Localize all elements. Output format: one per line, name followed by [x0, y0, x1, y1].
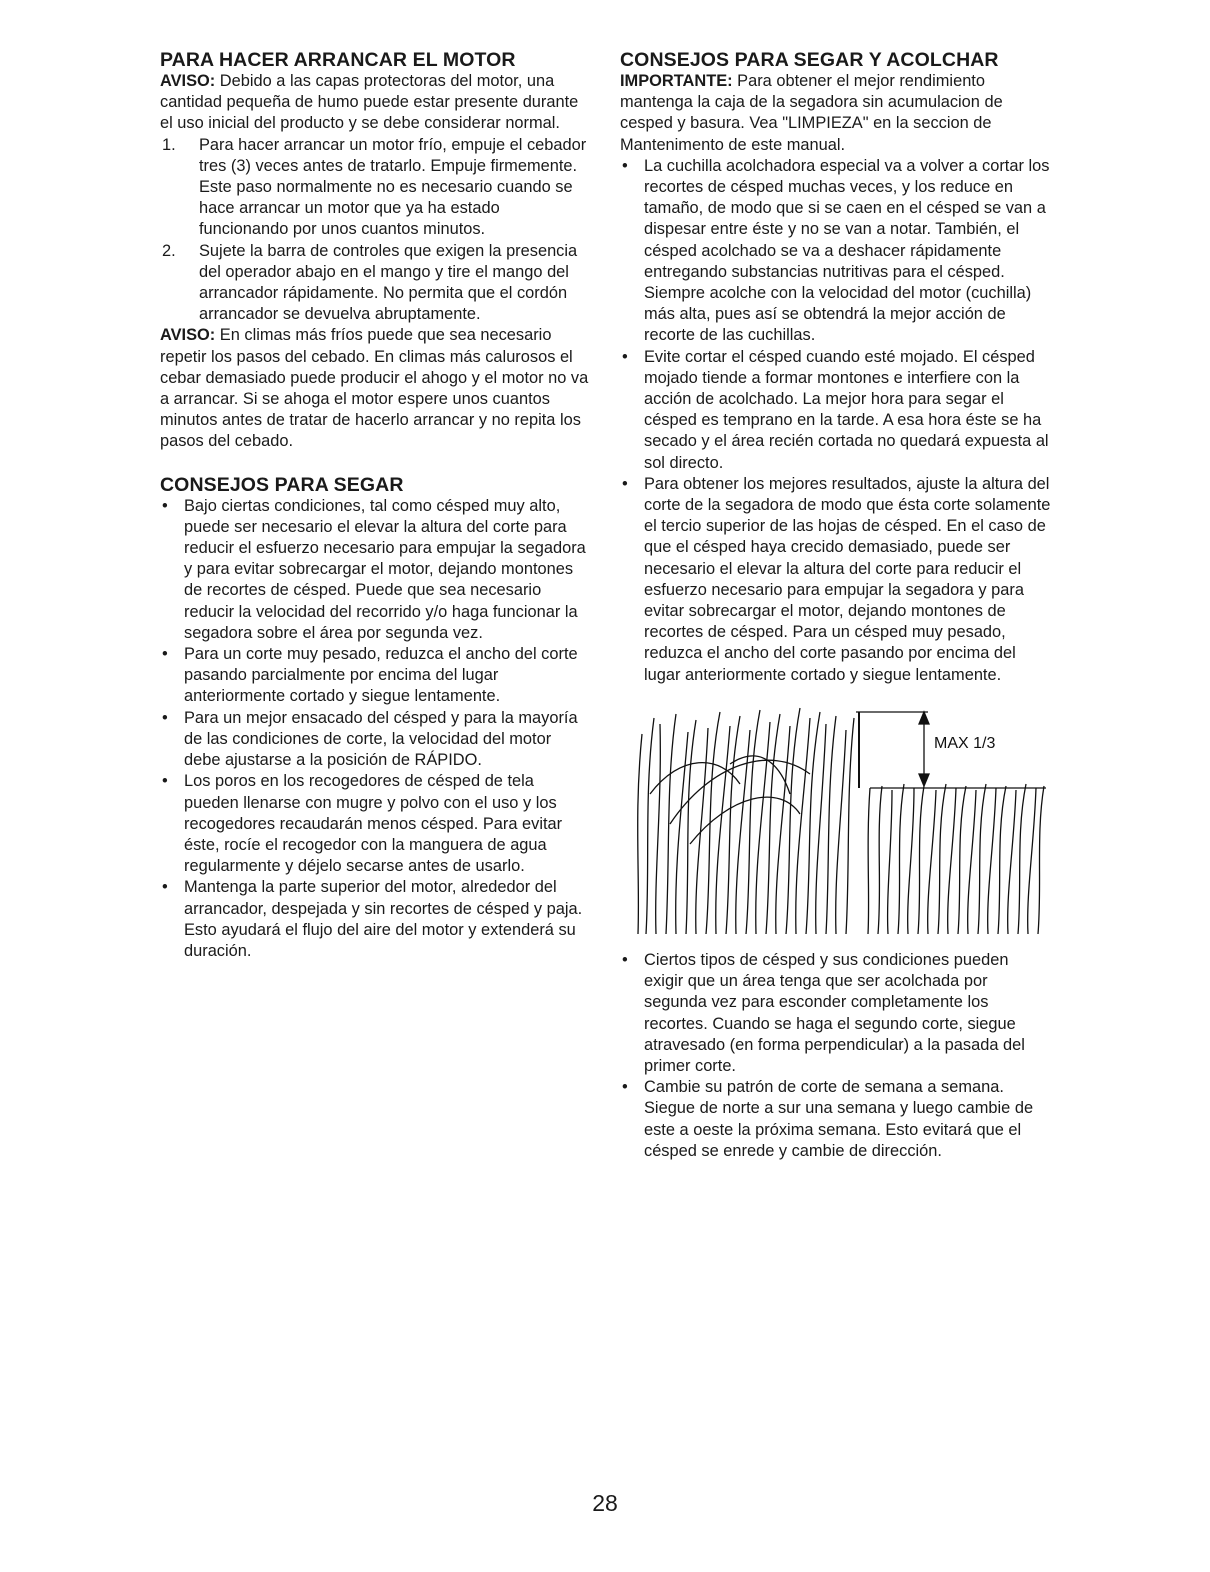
bullet-icon: • [622, 1078, 628, 1097]
mulch-tips-heading: CONSEJOS PARA SEGAR Y ACOLCHAR [620, 49, 999, 71]
page-number: 28 [592, 1490, 618, 1516]
bullet-icon: • [622, 347, 628, 366]
tip-text: Cambie su patrón de corte de semana a semana. Siegue de norte a sur una semana y luego cambie de este a oeste la próxima semana. Esto evitará que el césped se enrede y cambie de dirección. [644, 1078, 1034, 1160]
bullet-icon: • [162, 708, 168, 727]
bullet-icon: • [622, 156, 628, 175]
tip-text: Para un mejor ensacado del césped y para la mayoría de las condiciones de corte, la velocidad del motor debe ajustarse a la posición de RÁPIDO. [184, 708, 578, 770]
tip-text: Ciertos tipos de césped y sus condiciones pueden exigir que un área tenga que ser acolchada por segunda vez para esconder completamente los recortes. Cuando se haga el segundo corte, siegue atravesado (en forma perpendicular) a la pasada del primer corte. [644, 950, 1025, 1075]
aviso-label-2: AVISO: [160, 326, 216, 345]
list-item [160, 771, 592, 877]
tip-text: Para un corte muy pesado, reduzca el ancho del corte pasando parcialmente por encima del lugar anteriormente cortado y siegue lentamente. [184, 645, 578, 706]
step-text: Sujete la barra de controles que exigen la presencia del operador abajo en el mango y tire el mango del arrancador rápidamente. No permita que el cordón arrancador se devuelva abruptamente. [199, 241, 578, 324]
list-item [620, 347, 1052, 474]
tip-text: Mantenga la parte superior del motor, alrededor del arrancador, despejada y sin recortes de césped y paja. Esto ayudará el flujo del aire del motor y extenderá su duración. [184, 878, 583, 960]
importante-label: IMPORTANTE: [620, 72, 733, 90]
spacer [160, 453, 592, 475]
list-item [160, 496, 592, 644]
tip-text: Bajo ciertas condiciones, tal como césped muy alto, puede ser necesario el elevar la altura del corte para reducir el esfuerzo necesario para empujar la segadora y para evitar sobrecargar el motor, dejando montones de recortes de césped. Puede que sea necesario reducir la velocidad del recorrido y/o haga funcionar la segadora sobre el área por segunda vez. [184, 496, 586, 642]
start-engine-heading: PARA HACER ARRANCAR EL MOTOR [160, 49, 516, 71]
list-item [620, 950, 1052, 1077]
step-number: 1. [162, 135, 176, 154]
list-item [160, 644, 592, 708]
bullet-icon: • [162, 496, 168, 515]
grass-height-icon [630, 704, 1052, 936]
bullet-icon: • [162, 878, 168, 897]
step-text: Para hacer arrancar un motor frío, empuje el cebador tres (3) veces antes de tratarlo. Empuje firmemente. Este paso normalmente no es necesario cuando se hace arrancar un motor que ya ha estado funcionando por unos cuantos minutos. [199, 135, 587, 239]
left-column [160, 50, 592, 962]
max-label: MAX 1/3 [934, 734, 996, 752]
step-number: 2. [162, 241, 176, 260]
tip-text: Evite cortar el césped cuando esté mojado. El césped mojado tiende a formar montones e interfiere con la acción de acolchado. La mejor hora para segar el césped es temprano en la tarde. A esa hora éste se ha secado y el área recién cortada no quedará expuesta al sol directo. [644, 347, 1049, 472]
right-column [620, 50, 1052, 1162]
tip-text: La cuchilla acolchadora especial va a volver a cortar los recortes de césped muchas veces, y los reduce en tamaño, de modo que si se caen en el césped se van a dispesar entre éste y no se van a notar. También, el césped acolchado se va a deshacer rápidamente entregando substancias nutritivas para el césped. Siempre acolche con la velocidad del motor (cuchilla) más alta, pues así se obtendrá la mejor acción de recorte de las cuchillas. [644, 156, 1050, 345]
importante-text: Para obtener el mejor rendimiento mantenga la caja de la segadora sin acumulacion de cesped y basura. Vea "LIMPIEZA" en la seccion de Mantenimento de este manual. [620, 72, 1003, 154]
start-steps-list [160, 135, 592, 326]
aviso-text-2: En climas más fríos puede que sea necesario repetir los pasos del cebado. En climas más calurosos el cebar demasiado puede producir el ahogo y el motor no va a arrancar. Si se ahoga el motor espere unos cuantos minutos antes de tratar de hacerlo arrancar y no repita los pasos del cebado. [160, 326, 589, 451]
mowing-tips-heading: CONSEJOS PARA SEGAR [160, 473, 404, 496]
aviso-paragraph-2 [160, 325, 592, 452]
list-item [160, 708, 592, 772]
list-item [620, 156, 1052, 347]
bullet-icon: • [622, 474, 628, 493]
aviso-label-1: AVISO: [160, 72, 216, 90]
mowing-tips-list [160, 496, 592, 962]
tip-text: Para obtener los mejores resultados, ajuste la altura del corte de la segadora de modo que ésta corte solamente el tercio superior de las hojas de césped. En el caso de que el césped haya crecido demasiado, puede ser necesario el elevar la altura del corte para reducir el esfuerzo necesario para empujar la segadora y para evitar sobrecargar el motor, dejando montones de recortes de césped. Para un césped muy pesado, reduzca el ancho del corte pasando por encima del lugar anteriormente cortado y siegue lentamente. [644, 474, 1051, 684]
list-item [620, 474, 1052, 686]
more-tips-list [620, 950, 1052, 1162]
aviso-text-1: Debido a las capas protectoras del motor, una cantidad pequeña de humo puede estar presente durante el uso inicial del producto y se debe considerar normal. [160, 72, 579, 133]
list-item [620, 1077, 1052, 1162]
list-item [160, 877, 592, 962]
aviso-paragraph-1 [160, 71, 592, 135]
bullet-icon: • [162, 772, 168, 791]
list-item [160, 135, 592, 241]
mulch-tips-list [620, 156, 1052, 686]
tip-text: Los poros en los recogedores de césped de tela pueden llenarse con mugre y polvo con el uso y los recogedores recaudarán menos césped. Para evitar éste, rocíe el recogedor con la manguera de agua regularmente y déjelo secarse antes de usarlo. [184, 772, 563, 876]
bullet-icon: • [162, 645, 168, 664]
bullet-icon: • [622, 950, 628, 969]
grass-height-figure [630, 704, 1052, 936]
importante-paragraph [620, 71, 1052, 156]
list-item [160, 241, 592, 326]
